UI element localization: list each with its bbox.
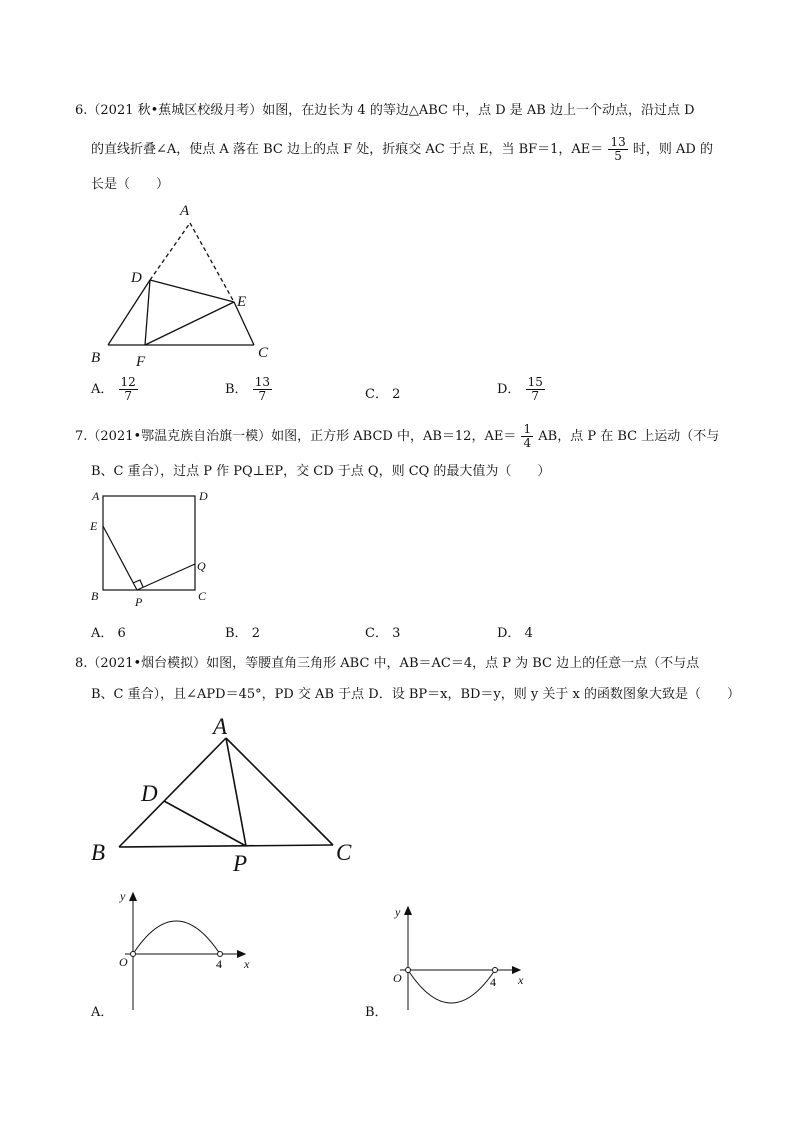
q6-option-d-num: 15 — [527, 375, 543, 389]
q8-graph-a-x-label: x — [244, 957, 250, 971]
q7-ae-fraction — [521, 423, 533, 450]
q6-figure — [80, 198, 280, 368]
q7-option-d-value: 4 — [524, 626, 533, 641]
q8-label-a: A — [213, 714, 228, 739]
q6-option-d[interactable] — [497, 376, 546, 403]
q6-line2 — [91, 136, 713, 163]
q6-option-a-num: 12 — [120, 375, 136, 389]
q8-graph-b-origin-label: O — [393, 971, 402, 985]
q7-option-c-value: 3 — [392, 626, 401, 641]
q7-line1-text-a: 7.（2021•鄂温克族自治旗一模）如图，正方形 ABCD 中，AB＝12，AE＝ — [75, 429, 517, 444]
q6-option-a-fraction — [119, 376, 138, 403]
q6-label-b: B — [91, 350, 101, 366]
q8-figure — [85, 712, 385, 887]
q8-graph-a-curve — [133, 921, 220, 954]
q8-graph-b-x-label: x — [518, 973, 524, 987]
q6-label-a: A — [180, 203, 190, 219]
q6-option-b-den: 7 — [258, 389, 267, 403]
q6-side-bd — [108, 280, 150, 345]
q6-option-c-value: 2 — [392, 387, 401, 402]
q6-label-c: C — [258, 345, 269, 361]
q7-line1 — [75, 423, 719, 450]
q7-option-a[interactable] — [91, 622, 126, 641]
q7-label-b: B — [91, 589, 99, 603]
q8-label-d: D — [141, 781, 158, 806]
q8-graph-a — [110, 886, 280, 1016]
q7-segment-ep — [103, 526, 137, 590]
q7-line2: B、C 重合），过点 P 作 PQ⊥EP，交 CD 于点 Q，则 CQ 的最大值为（ ） — [91, 464, 551, 479]
q6-ae-numerator: 13 — [610, 135, 626, 149]
q7-ae-denominator: 4 — [523, 436, 532, 450]
q7-line1-text-b: AB，点 P 在 BC 上运动（不与 — [538, 429, 720, 444]
q8-graph-b-y-label: y — [395, 905, 401, 919]
q6-segment-fe — [145, 302, 234, 345]
q8-graph-a-y-arrow — [130, 893, 137, 901]
q7-figure — [85, 486, 225, 616]
q8-graph-a-open-end — [218, 952, 223, 957]
q8-line2: B、C 重合），且∠APD＝45°，PD 交 AB 于点 D．设 BP＝x，BD＝y，则 y 关于 x 的函数图象大致是（ ） — [91, 687, 740, 702]
q8-option-a[interactable]: A． — [91, 1005, 114, 1020]
q6-line3: 长是（ ） — [91, 177, 170, 192]
q6-label-f: F — [136, 354, 146, 370]
q8-graph-b-open-origin — [406, 968, 411, 973]
q7-option-b-label: B． — [225, 626, 248, 641]
q7-option-d[interactable] — [497, 622, 533, 641]
q7-square — [103, 496, 195, 590]
q7-label-e: E — [90, 519, 98, 533]
q6-option-c[interactable] — [365, 383, 400, 402]
q7-label-a: A — [92, 489, 100, 503]
q8-graph-a-origin-label: O — [119, 955, 128, 969]
q6-option-d-den: 7 — [531, 389, 540, 403]
q7-option-c[interactable] — [365, 622, 400, 641]
q6-line1: 6.（2021 秋•蕉城区校级月考）如图，在边长为 4 的等边△ABC 中，点 D 是 AB 边上一个动点，沿过点 D — [75, 103, 695, 118]
q6-ae-denominator: 5 — [614, 149, 622, 163]
q6-option-c-label: C． — [365, 387, 388, 402]
q6-option-d-fraction — [526, 376, 545, 403]
q7-label-q: Q — [197, 559, 206, 573]
q7-option-b[interactable] — [225, 622, 260, 641]
q8-side-bc — [119, 845, 333, 847]
q8-label-p: P — [233, 851, 248, 876]
q6-segment-df — [145, 280, 150, 345]
q8-label-c: C — [336, 840, 352, 865]
q7-label-p: P — [135, 595, 143, 609]
q6-option-a[interactable] — [91, 376, 139, 403]
q6-line2-text-a: 的直线折叠∠A，使点 A 落在 BC 边上的点 F 处，折痕交 AC 于点 E，当 BF＝1，AE＝ — [91, 142, 604, 157]
q8-graph-a-y-label: y — [120, 889, 126, 903]
q7-option-d-label: D． — [497, 626, 521, 641]
q8-graph-a-open-origin — [131, 952, 136, 957]
q6-option-b[interactable] — [225, 376, 273, 403]
q6-option-b-fraction — [253, 376, 272, 403]
q8-line1: 8.（2021•烟台模拟）如图，等腰直角三角形 ABC 中，AB＝AC＝4，点 P 为 BC 边上的任意一点（不与点 — [75, 656, 700, 671]
q6-option-b-num: 13 — [254, 375, 270, 389]
q6-ae-fraction — [608, 136, 627, 163]
q7-ae-numerator: 1 — [523, 422, 532, 436]
q7-option-c-label: C． — [365, 626, 388, 641]
q6-label-e: E — [237, 294, 247, 310]
q7-option-b-value: 2 — [251, 626, 260, 641]
q8-segment-dp — [164, 801, 246, 846]
q8-side-ab — [119, 738, 226, 847]
q6-line2-text-b: 时，则 AD 的 — [632, 142, 713, 157]
q8-graph-b-open-end — [493, 968, 498, 973]
q6-dashed-da — [150, 223, 190, 280]
q8-label-b: B — [91, 840, 106, 865]
q8-graph-b-tick-label: 4 — [490, 975, 496, 989]
q7-label-c: C — [198, 589, 207, 603]
q8-graph-b — [385, 896, 555, 1026]
q6-dashed-ae — [190, 223, 234, 302]
q8-graph-b-curve — [408, 970, 495, 1003]
q6-label-d: D — [131, 270, 142, 286]
q7-label-d: D — [199, 489, 208, 503]
q8-option-b[interactable]: B． — [365, 1005, 388, 1020]
q8-graph-a-tick-label: 4 — [216, 957, 222, 971]
q8-graph-b-y-arrow — [405, 907, 412, 915]
q7-segment-pq — [137, 564, 195, 590]
q6-option-d-label: D． — [497, 382, 521, 397]
q7-option-a-value: 6 — [117, 626, 126, 641]
q6-fold-de — [150, 280, 234, 302]
q7-option-a-label: A． — [91, 626, 114, 641]
q6-option-a-den: 7 — [124, 389, 132, 403]
q6-option-a-label: A． — [91, 382, 114, 397]
q6-option-b-label: B． — [225, 382, 248, 397]
